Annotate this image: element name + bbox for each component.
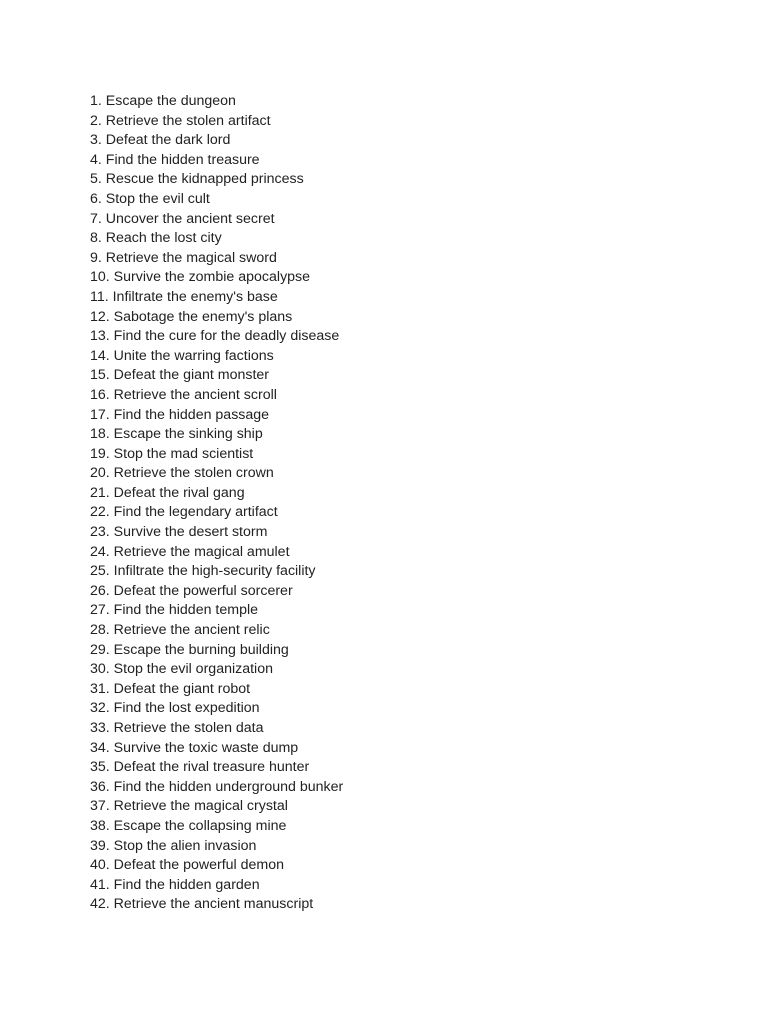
list-item: 9. Retrieve the magical sword [90,249,277,266]
list-item: 21. Defeat the rival gang [90,484,245,501]
list-item: 8. Reach the lost city [90,230,222,247]
list-item: 11. Infiltrate the enemy's base [90,288,278,305]
list-item: 26. Defeat the powerful sorcerer [90,582,293,599]
list-item: 37. Retrieve the magical crystal [90,798,288,815]
list-item: 33. Retrieve the stolen data [90,720,264,736]
list-item: 39. Stop the alien invasion [90,837,257,854]
list-item: 6. Stop the evil cult [90,190,210,207]
list-item: 14. Unite the warring factions [90,347,274,364]
list-item: 10. Survive the zombie apocalypse [90,269,311,286]
list-item: 25. Infiltrate the high-security facility [90,563,316,580]
list-item: 28. Retrieve the ancient relic [90,622,270,639]
list-item: 35. Defeat the rival treasure hunter [90,759,310,776]
list-item: 13. Find the cure for the deadly disease [90,328,340,345]
list-item: 32. Find the lost expedition [90,700,260,717]
list-item: 19. Stop the mad scientist [90,445,254,462]
list-item: 16. Retrieve the ancient scroll [90,386,277,403]
list-item: 30. Stop the evil organization [90,661,273,678]
list-item: 20. Retrieve the stolen crown [90,465,274,482]
list-item: 42. Retrieve the ancient manuscript [90,896,314,913]
list-item: 17. Find the hidden passage [90,406,270,423]
list-item: 4. Find the hidden treasure [90,151,260,168]
list-item: 31. Defeat the giant robot [90,680,251,697]
list-item: 29. Escape the burning building [90,641,289,658]
list-item: 3. Defeat the dark lord [90,132,231,149]
list-item: 18. Escape the sinking ship [90,426,263,443]
list-item: 34. Survive the toxic waste dump [90,739,299,756]
list-item: 36. Find the hidden underground bunker [90,778,344,795]
quest-list [90,92,343,915]
list-item: 23. Survive the desert storm [90,524,268,541]
list-item: 40. Defeat the powerful demon [90,857,285,874]
list-item: 27. Find the hidden temple [90,602,258,619]
list-item: 12. Sabotage the enemy's plans [90,308,293,325]
list-item: 5. Rescue the kidnapped princess [90,171,304,188]
list-item: 41. Find the hidden garden [90,876,260,893]
list-item: 38. Escape the collapsing mine [90,817,287,834]
list-item: 22. Find the legendary artifact [90,504,278,521]
list-item: 15. Defeat the giant monster [90,367,270,384]
list-item: 7. Uncover the ancient secret [90,210,275,227]
list-item: 2. Retrieve the stolen artifact [90,112,271,129]
list-item: 1. Escape the dungeon [90,93,236,109]
list-item: 24. Retrieve the magical amulet [90,543,290,560]
